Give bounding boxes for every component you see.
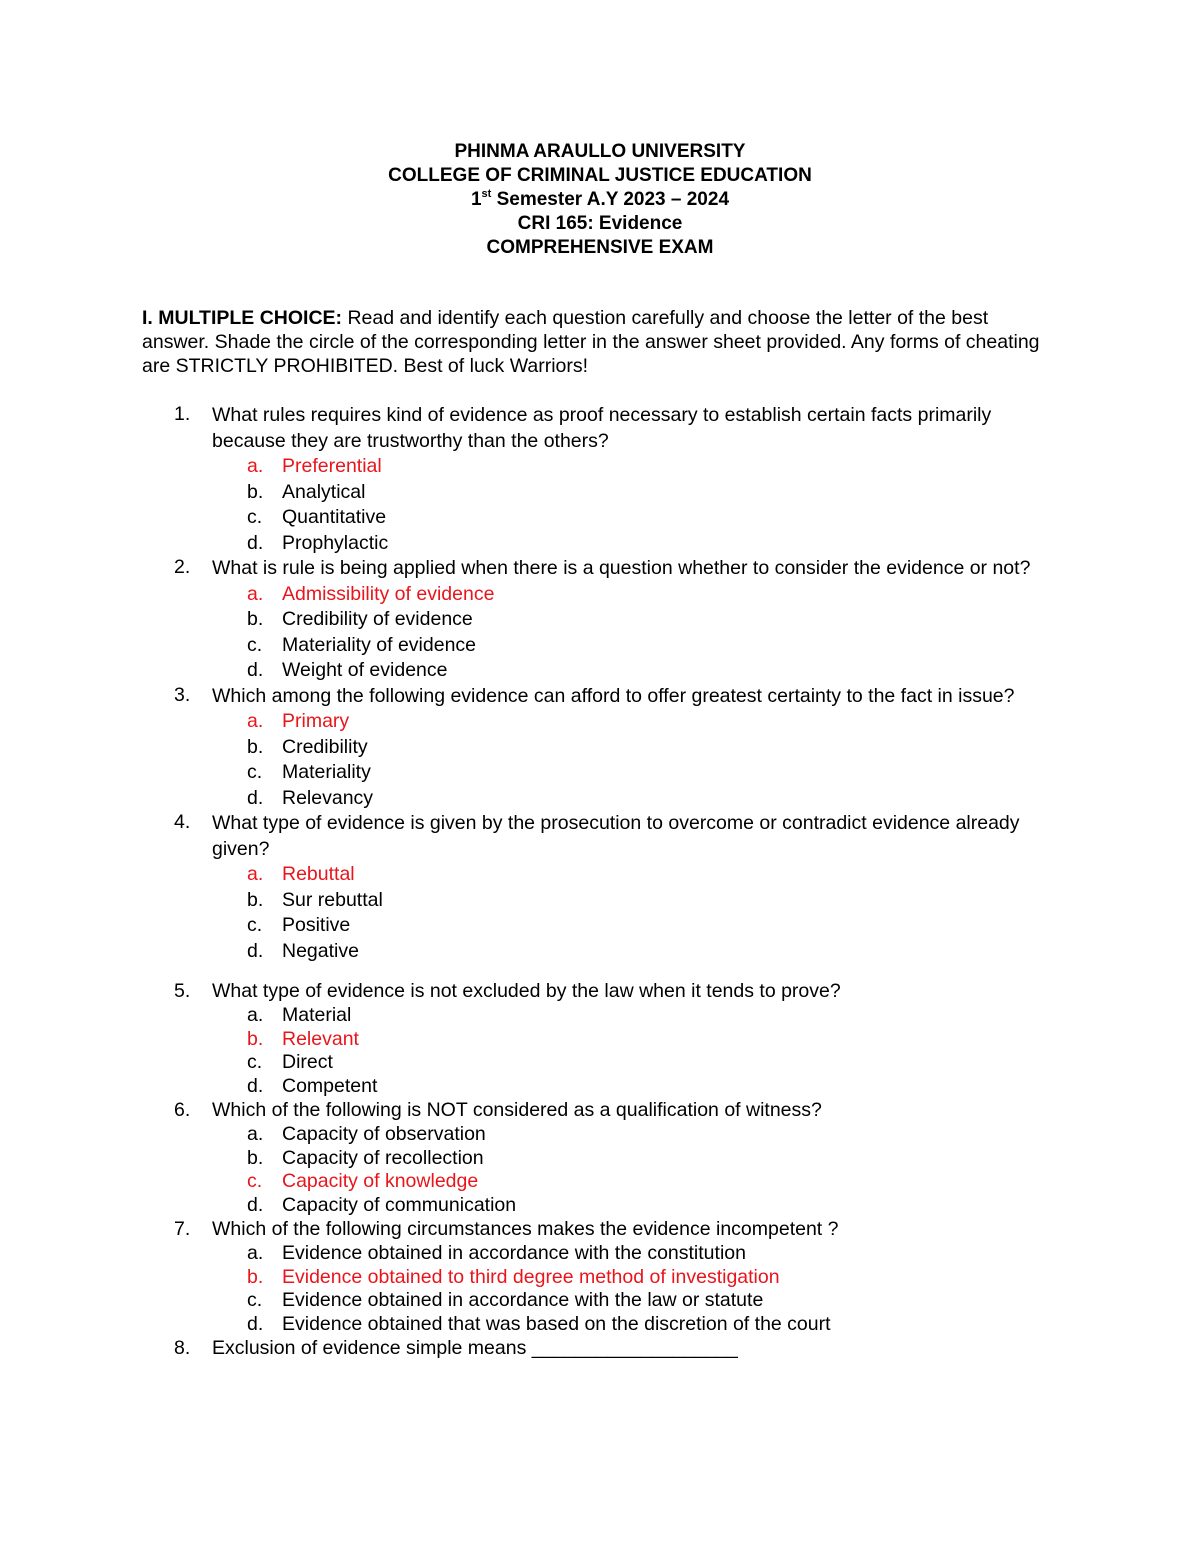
option-text: Competent	[282, 1075, 378, 1098]
option-letter: a.	[247, 582, 264, 605]
option-letter: a.	[247, 1241, 264, 1264]
question-3	[142, 684, 1062, 812]
option-text: Materiality	[282, 761, 371, 783]
question-number: 8.	[174, 1336, 191, 1359]
question-5	[142, 980, 1062, 1099]
semester-line	[0, 188, 1200, 212]
option-letter: d.	[247, 1313, 264, 1336]
option-a	[142, 709, 1062, 735]
option-text: Negative	[282, 939, 359, 962]
option-b	[142, 888, 1062, 914]
question-7	[142, 1218, 1062, 1337]
semester-text: Semester A.Y 2023 – 2024	[491, 189, 730, 210]
option-text: Capacity of communication	[282, 1194, 517, 1217]
option-text: Primary	[282, 710, 350, 732]
option-c	[142, 1289, 1062, 1313]
option-d	[142, 939, 1062, 965]
option-letter: c.	[247, 914, 263, 936]
question-number: 4.	[174, 811, 191, 833]
college-name: COLLEGE OF CRIMINAL JUSTICE EDUCATION	[388, 165, 812, 186]
question-text: What type of evidence is not excluded by the law when it tends to prove?	[212, 980, 841, 1002]
option-text: Evidence obtained in accordance with the constitution	[282, 1241, 746, 1264]
option-letter: a.	[247, 1122, 264, 1145]
option-text: Capacity of knowledge	[282, 1170, 479, 1193]
option-d	[142, 1075, 1062, 1099]
option-letter: b.	[247, 888, 264, 911]
option-c	[142, 1051, 1062, 1075]
option-letter: c.	[247, 633, 263, 656]
question-block-2	[142, 980, 1062, 1361]
instructions	[142, 306, 1042, 378]
exam-title: COMPREHENSIVE EXAM	[486, 237, 714, 258]
option-letter: d.	[247, 939, 264, 962]
spacer	[142, 964, 1062, 980]
option-text: Evidence obtained that was based on the discretion of the court	[282, 1313, 831, 1336]
option-d	[142, 531, 1062, 557]
instructions-text: Read and identify each question carefully and choose the letter of the best answer. Shade the circle of the corresponding letter in the answer sheet provided. Any forms of cheating are STRICTLY PROHIBITED. Best of luck Warriors!	[142, 307, 1040, 377]
option-text: Quantitative	[282, 506, 387, 528]
question-8	[142, 1337, 1062, 1361]
question-6	[142, 1099, 1062, 1218]
option-b	[142, 480, 1062, 506]
question-number: 7.	[174, 1217, 191, 1240]
option-text: Capacity of observation	[282, 1122, 486, 1145]
option-letter: b.	[247, 480, 264, 503]
option-c	[142, 505, 1062, 531]
course-title: CRI 165: Evidence	[517, 213, 683, 234]
option-text: Credibility of evidence	[282, 608, 473, 630]
option-a	[142, 1242, 1062, 1266]
option-text: Admissibility of evidence	[282, 582, 495, 605]
option-b	[142, 1147, 1062, 1171]
question-number: 1.	[174, 403, 191, 425]
option-a	[142, 862, 1062, 888]
question-2	[142, 556, 1062, 684]
option-d	[142, 658, 1062, 684]
question-text: Which among the following evidence can afford to offer greatest certainty to the fact in issue?	[212, 684, 1015, 707]
option-letter: b.	[247, 735, 264, 758]
question-number: 3.	[174, 683, 191, 706]
option-letter: b.	[247, 1265, 264, 1288]
option-text: Materiality of evidence	[282, 633, 477, 656]
question-text: What rules requires kind of evidence as proof necessary to establish certain facts primarily because they are trustworthy than the others?	[212, 404, 992, 452]
question-number: 2.	[174, 556, 191, 578]
option-d	[142, 1313, 1062, 1337]
option-letter: d.	[247, 786, 264, 809]
option-text: Prophylactic	[282, 531, 389, 554]
option-text: Positive	[282, 914, 351, 936]
question-text: What is rule is being applied when there is a question whether to consider the evidence or not?	[212, 557, 1031, 579]
option-text: Direct	[282, 1051, 333, 1074]
option-d	[142, 1194, 1062, 1218]
question-text: Which of the following is NOT considered as a qualification of witness?	[212, 1098, 822, 1121]
option-letter: d.	[247, 1194, 264, 1217]
option-letter: c.	[247, 1051, 263, 1074]
option-c	[142, 913, 1062, 939]
option-text: Rebuttal	[282, 863, 355, 885]
option-a	[142, 454, 1062, 480]
option-letter: d.	[247, 531, 264, 554]
option-letter: d.	[247, 659, 264, 681]
option-c	[142, 760, 1062, 786]
option-a	[142, 582, 1062, 608]
university-name: PHINMA ARAULLO UNIVERSITY	[454, 141, 746, 162]
option-text: Weight of evidence	[282, 659, 448, 681]
option-d	[142, 786, 1062, 812]
option-b	[142, 1028, 1062, 1052]
option-text: Material	[282, 1003, 352, 1026]
question-4	[142, 811, 1062, 964]
option-text: Capacity of recollection	[282, 1146, 484, 1169]
question-number: 6.	[174, 1098, 191, 1121]
question-text: Exclusion of evidence simple means ___________________	[212, 1336, 738, 1359]
option-text: Relevant	[282, 1027, 359, 1050]
option-a	[142, 1004, 1062, 1028]
option-letter: b.	[247, 1027, 264, 1050]
option-a	[142, 1123, 1062, 1147]
option-letter: c.	[247, 1289, 263, 1312]
option-letter: a.	[247, 863, 264, 885]
option-text: Sur rebuttal	[282, 888, 383, 911]
option-text: Relevancy	[282, 786, 374, 809]
option-letter: b.	[247, 1146, 264, 1169]
section-label: I. MULTIPLE CHOICE:	[142, 307, 343, 329]
option-text: Evidence obtained to third degree method of investigation	[282, 1265, 780, 1288]
question-text: Which of the following circumstances makes the evidence incompetent ?	[212, 1217, 839, 1240]
option-c	[142, 1170, 1062, 1194]
option-letter: a.	[247, 710, 264, 732]
option-letter: a.	[247, 455, 264, 477]
option-letter: c.	[247, 761, 263, 783]
option-letter: d.	[247, 1075, 264, 1098]
question-list	[142, 403, 1062, 1361]
option-text: Preferential	[282, 455, 382, 477]
option-text: Credibility	[282, 735, 368, 758]
option-letter: c.	[247, 1170, 263, 1193]
option-b	[142, 735, 1062, 761]
option-text: Analytical	[282, 480, 366, 503]
option-text: Evidence obtained in accordance with the law or statute	[282, 1289, 764, 1312]
question-1	[142, 403, 1062, 556]
question-text: What type of evidence is given by the prosecution to overcome or contradict evidence already given?	[212, 812, 1020, 860]
option-letter: b.	[247, 608, 264, 630]
option-letter: c.	[247, 506, 263, 528]
option-letter: a.	[247, 1003, 264, 1026]
question-block-1	[142, 403, 1062, 964]
option-b	[142, 1266, 1062, 1290]
semester-number: 1	[470, 189, 482, 210]
exam-header	[0, 140, 1200, 260]
option-c	[142, 633, 1062, 659]
semester-ordinal: st	[481, 187, 492, 200]
option-b	[142, 607, 1062, 633]
question-number: 5.	[174, 980, 191, 1002]
